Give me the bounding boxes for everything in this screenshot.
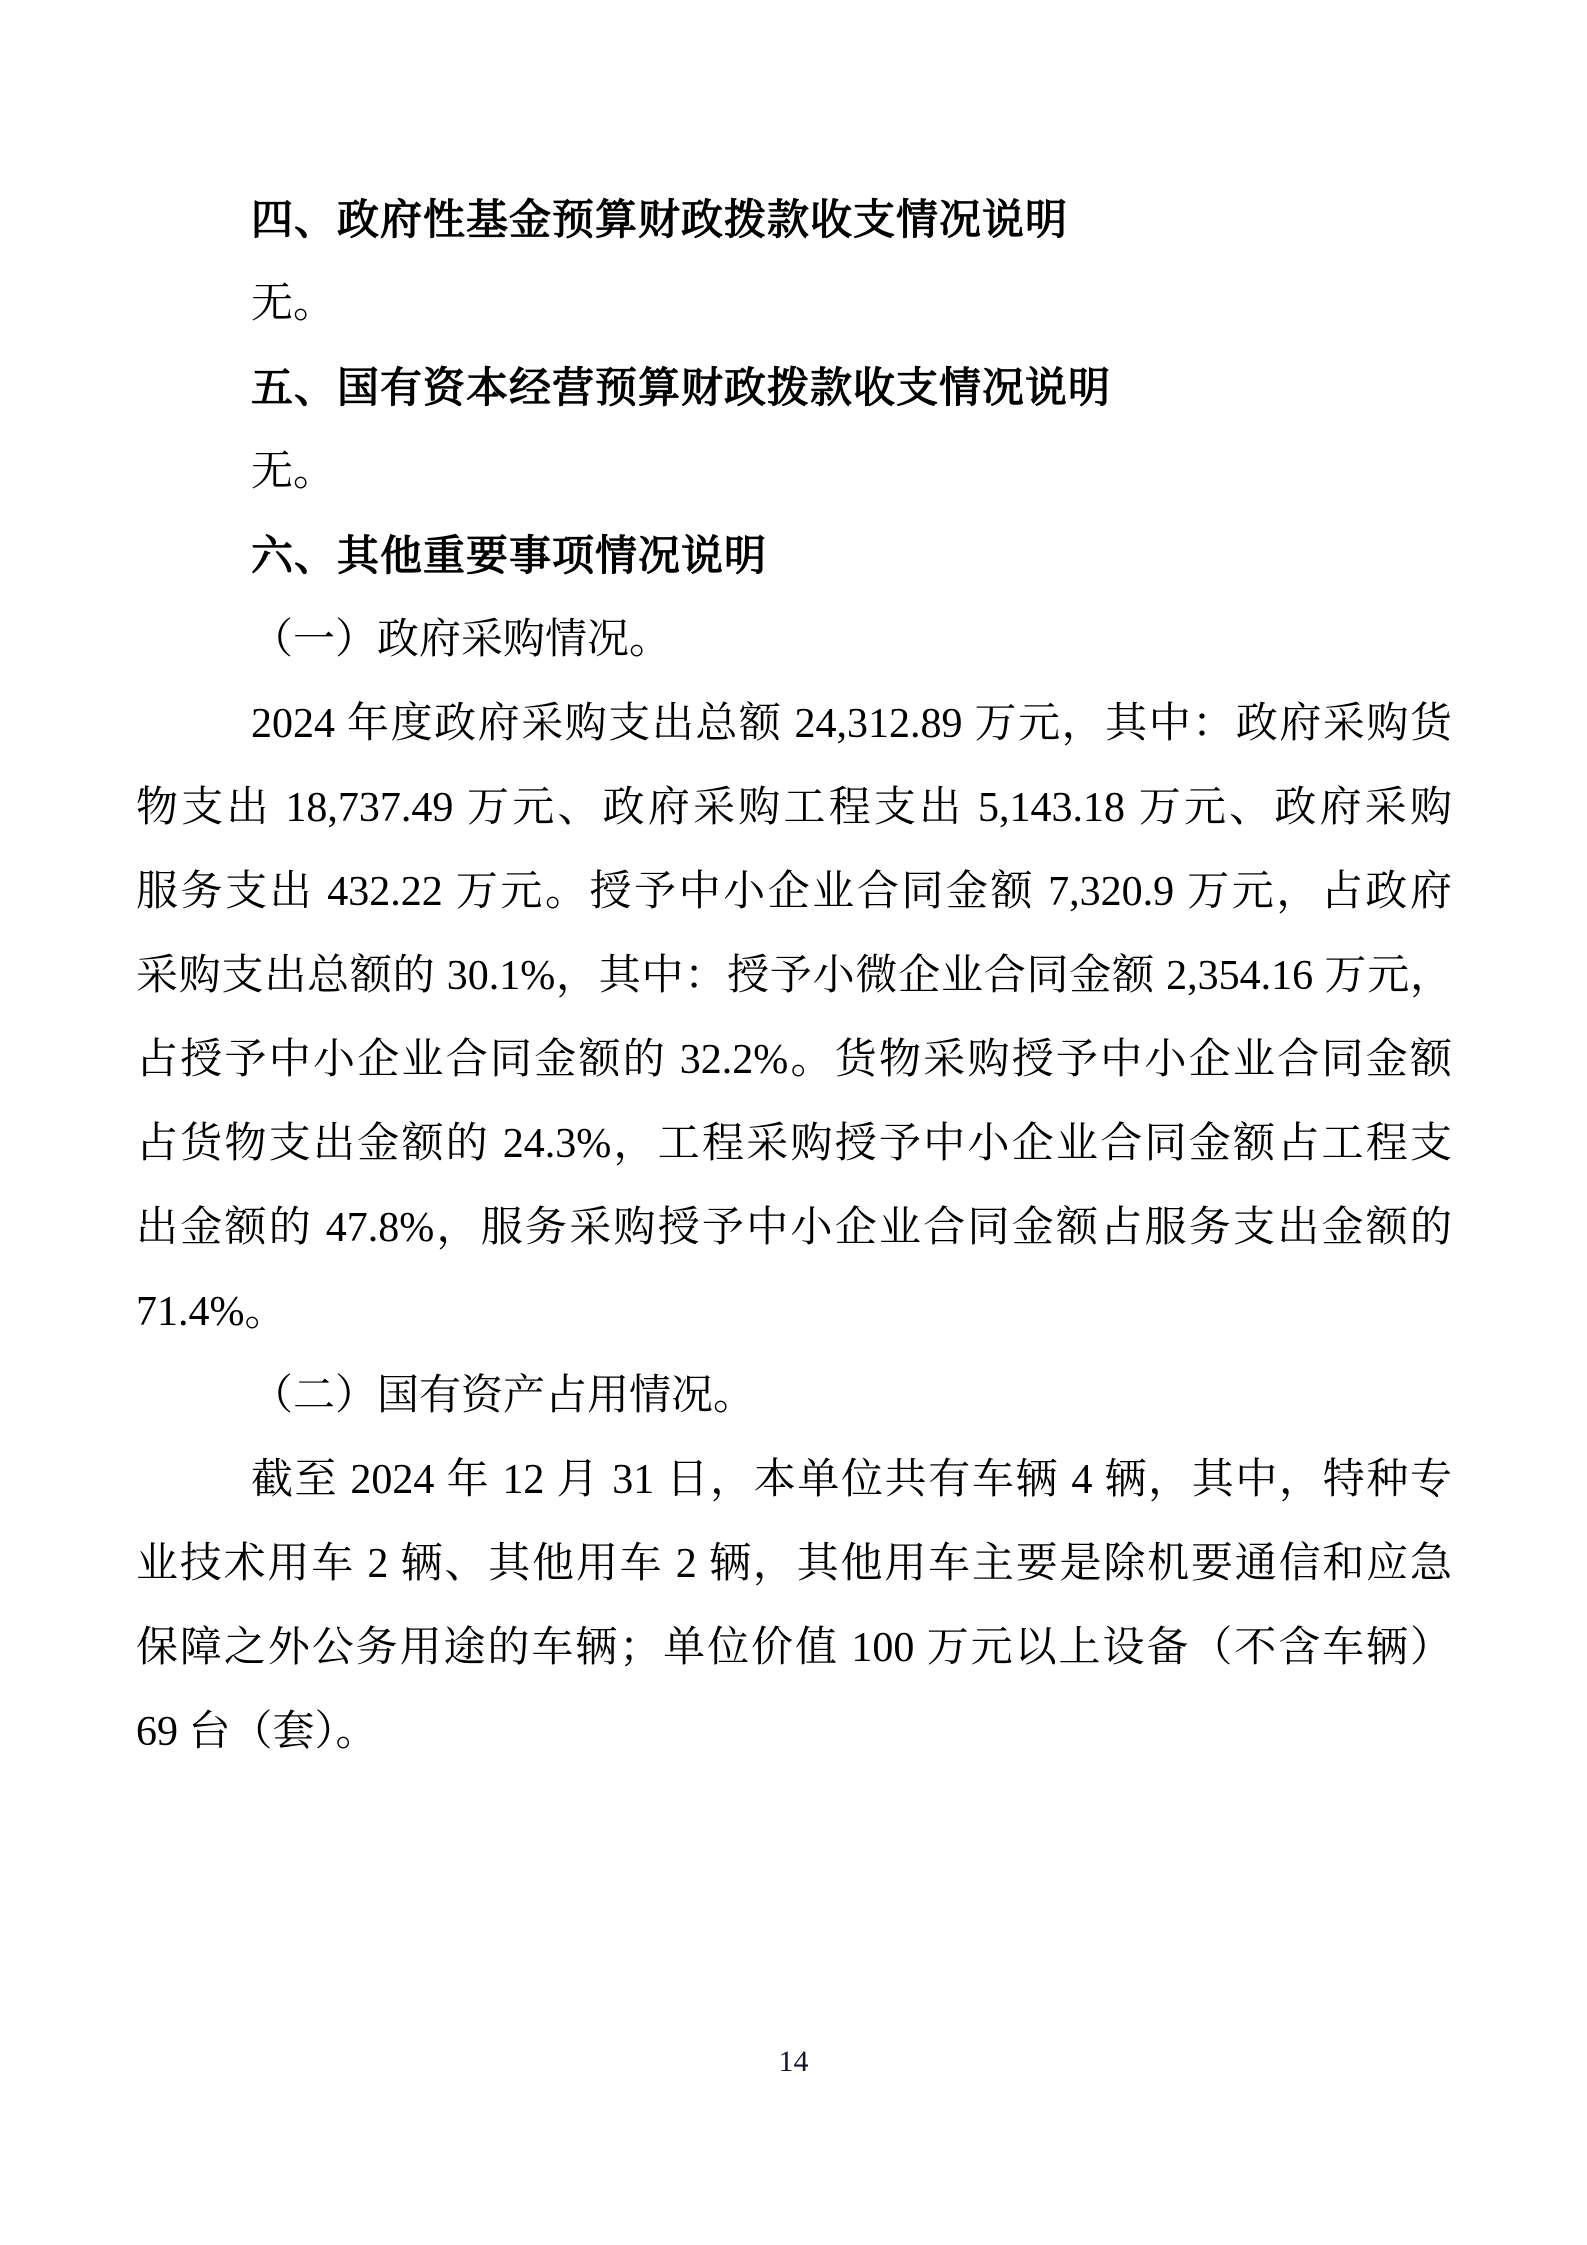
paragraph-1-line: 物支出 18,737.49 万元、政府采购工程支出 5,143.18 万元、政府采购 — [136, 785, 1452, 831]
page-number: 14 — [778, 2045, 809, 2078]
subsection-1-title: （一）政府采购情况。 — [251, 617, 672, 663]
section-heading-4: 四、政府性基金预算财政拨款收支情况说明 — [251, 196, 1069, 243]
paragraph-1-line: 服务支出 432.22 万元。授予中小企业合同金额 7,320.9 万元，占政府 — [136, 869, 1452, 915]
paragraph-1-line: 出金额的 47.8%，服务采购授予中小企业合同金额占服务支出金额的 — [136, 1205, 1452, 1251]
paragraph-1-line: 占授予中小企业合同金额的 32.2%。货物采购授予中小企业合同金额 — [136, 1037, 1452, 1083]
paragraph-2-line: 业技术用车 2 辆、其他用车 2 辆，其他用车主要是除机要通信和应急 — [136, 1541, 1452, 1587]
paragraph-2-line: 截至 2024 年 12 月 31 日，本单位共有车辆 4 辆，其中，特种专 — [251, 1457, 1452, 1503]
section-heading-5: 五、国有资本经营预算财政拨款收支情况说明 — [251, 364, 1112, 411]
section-heading-6: 六、其他重要事项情况说明 — [251, 532, 768, 579]
paragraph-1-line: 2024 年度政府采购支出总额 24,312.89 万元，其中：政府采购货 — [251, 701, 1452, 747]
section-5-none-text: 无。 — [251, 449, 336, 495]
paragraph-2-line: 69 台（套）。 — [136, 1709, 378, 1755]
paragraph-1-line: 71.4%。 — [136, 1289, 287, 1335]
paragraph-1-line: 占货物支出金额的 24.3%，工程采购授予中小企业合同金额占工程支 — [136, 1121, 1452, 1167]
section-4-none-text: 无。 — [251, 281, 336, 327]
document-body — [136, 178, 1452, 1774]
paragraph-2-line: 保障之外公务用途的车辆；单位价值 100 万元以上设备（不含车辆） — [136, 1625, 1452, 1671]
paragraph-1-line: 采购支出总额的 30.1%，其中：授予小微企业合同金额 2,354.16 万元， — [136, 953, 1452, 999]
subsection-2-title: （二）国有资产占用情况。 — [251, 1373, 756, 1419]
